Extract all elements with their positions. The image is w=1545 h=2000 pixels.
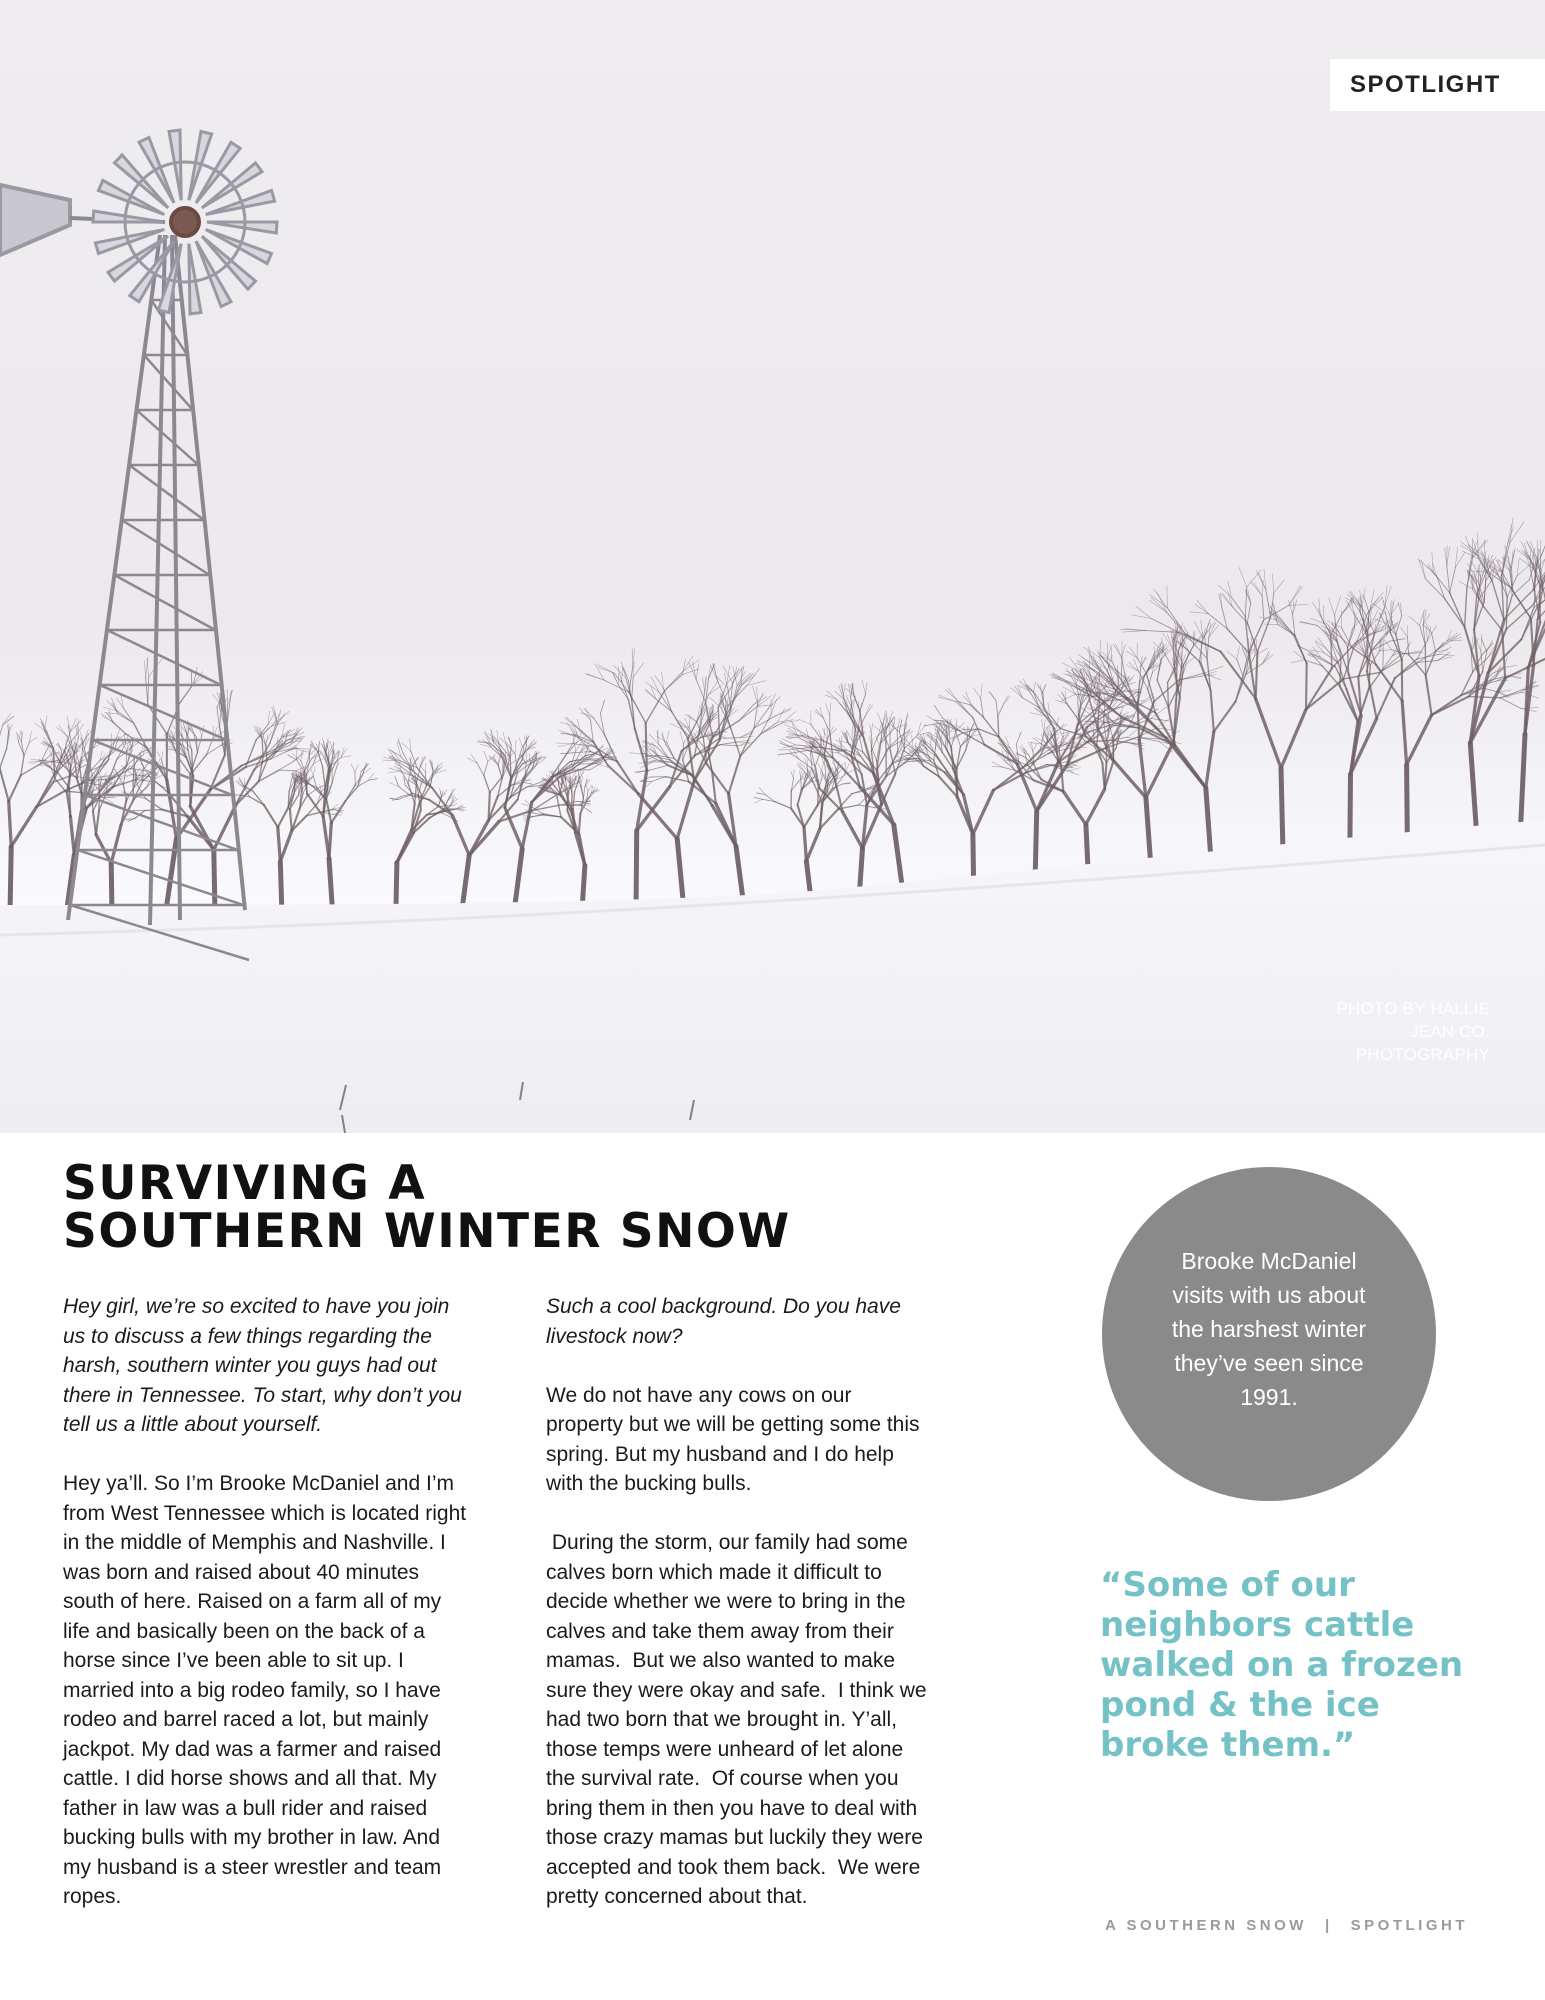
- interview-question: Such a cool background. Do you have livestock now?: [546, 1295, 901, 1348]
- footer-separator: |: [1324, 1917, 1333, 1934]
- headline-line-2: SOUTHERN WINTER SNOW: [63, 1204, 791, 1259]
- intro-text: Brooke McDaniel visits with us about the harshest winter they’ve seen since 1991.: [1171, 1248, 1367, 1410]
- article-column-1: [63, 1292, 468, 1941]
- interview-answer: We do not have any cows on our property but we will be getting some this spring. But my husband and I do help with the bucking bulls.: [546, 1383, 920, 1495]
- article-headline: [63, 1156, 863, 1259]
- footer-section: A SOUTHERN SNOW: [1105, 1917, 1307, 1934]
- article-column-2: [546, 1292, 931, 1941]
- intro-circle: [1102, 1167, 1436, 1501]
- interview-answer: Hey ya’ll. So I’m Brooke McDaniel and I’m from West Tennessee which is located right in the middle of Memphis and Nashville. I was born and raised about 40 minutes south of here. Raised on a farm all of my life and basically been on the back of a horse since I’ve been able to sit up. I married into a big rodeo family, so I have rodeo and barrel raced a lot, but mainly jackpot. My dad was a farmer and raised cattle. I did horse shows and all that. My father in law was a bull rider and raised bucking bulls with my brother in law. And my husband is a steer wrestler and team ropes.: [63, 1472, 467, 1908]
- pull-quote: “Some of our neighbors cattle walked on a frozen pond & the ice broke them.”: [1100, 1565, 1464, 1765]
- headline-line-1: SURVIVING A: [63, 1156, 427, 1211]
- interview-answer: During the storm, our family had some calves born which made it difficult to decide whether we were to bring in the calves and take them away from their mamas. But we also wanted to make sure they were okay and safe. I think we had two born that we brought in. Y’all, those temps were unheard of let alone the survival rate. Of course when you bring them in then you have to deal with those crazy mamas but luckily they were accepted and took them back. We were pretty concerned about that.: [546, 1531, 933, 1908]
- section-badge: SPOTLIGHT: [1330, 59, 1545, 111]
- interview-question: Hey girl, we’re so excited to have you join us to discuss a few things regarding the harsh, southern winter you guys had out there in Tennessee. To start, why don’t you tell us a little about yourself.: [63, 1295, 462, 1436]
- photo-credit: PHOTO BY HALLIE JEAN CO. PHOTOGRAPHY: [1336, 999, 1490, 1064]
- windmill: [0, 130, 277, 960]
- page-footer: [1105, 1917, 1525, 1934]
- footer-category: SPOTLIGHT: [1350, 1917, 1468, 1934]
- snow-hill: [0, 820, 1545, 1133]
